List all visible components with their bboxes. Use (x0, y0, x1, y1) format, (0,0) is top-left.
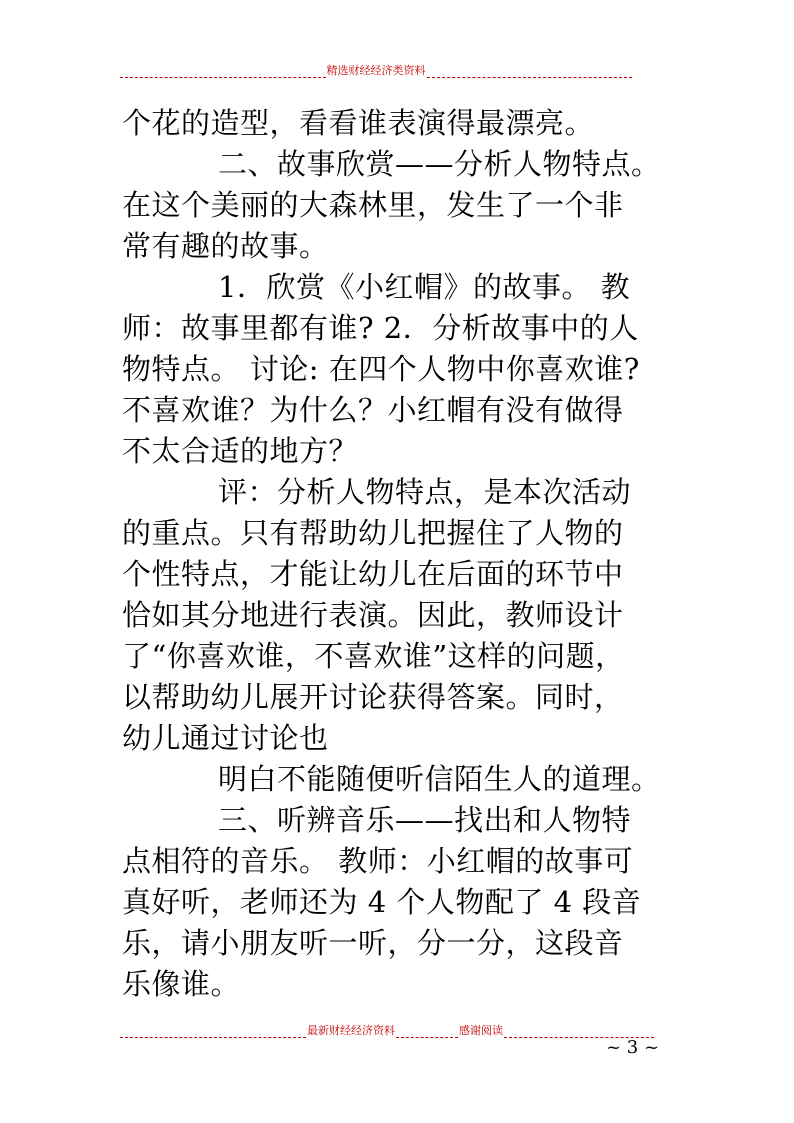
page-footer (120, 1018, 654, 1038)
text-line: 明白不能随便听信陌生人的道理。 (218, 762, 661, 796)
text-line: 恰如其分地进行表演。因此，教师设计 (122, 598, 624, 632)
text-line: 二、故事欣赏——分析人物特点。 (218, 147, 661, 181)
text-line: 的重点。只有帮助幼儿把握住了人物的 (122, 516, 624, 550)
text-line: 真好听，老师还为 4 个人物配了 4 段音 (122, 885, 642, 919)
text-line: 了“你喜欢谁，不喜欢谁”这样的问题， (122, 639, 625, 673)
header-text: 精选财经经济类资料 (326, 64, 426, 77)
text-line: 1．欣赏《小红帽》的故事。 教 (218, 270, 631, 304)
footer-right-text: 感谢阅读 (459, 1024, 503, 1037)
text-line: 不喜欢谁？为什么？小红帽有没有做得 (122, 393, 624, 427)
footer-rule-middle (396, 1028, 458, 1038)
body-text (122, 103, 682, 1005)
text-line: 师：故事里都有谁? 2．分析故事中的人 (122, 311, 639, 345)
text-line: 不太合适的地方？ (122, 434, 359, 468)
text-line: 幼儿通过讨论也 (122, 721, 329, 755)
text-line: 乐像谁。 (122, 967, 241, 1001)
text-line: 个性特点，才能让幼儿在后面的环节中 (122, 557, 624, 591)
header-rule-right (427, 68, 633, 78)
text-line: 乐，请小朋友听一听，分一分，这段音 (122, 926, 624, 960)
page-header (120, 58, 632, 78)
text-line: 以帮助幼儿展开讨论获得答案。同时， (122, 680, 624, 714)
footer-rule-left (120, 1028, 306, 1038)
text-line: 个花的造型，看看谁表演得最漂亮。 (122, 106, 595, 140)
text-line: 点相符的音乐。 教师：小红帽的故事可 (122, 844, 634, 878)
text-line: 三、听辨音乐——找出和人物特 (218, 803, 632, 837)
header-rule-left (120, 68, 326, 78)
footer-left-text: 最新财经经济资料 (307, 1024, 395, 1037)
text-line: 在这个美丽的大森林里，发生了一个非 (122, 188, 624, 222)
text-line: 评：分析人物特点，是本次活动 (218, 475, 632, 509)
text-line: 物特点。 讨论: 在四个人物中你喜欢谁? (122, 352, 640, 386)
page-number: ~ 3 ~ (606, 1037, 660, 1058)
text-line: 常有趣的故事。 (122, 229, 329, 263)
